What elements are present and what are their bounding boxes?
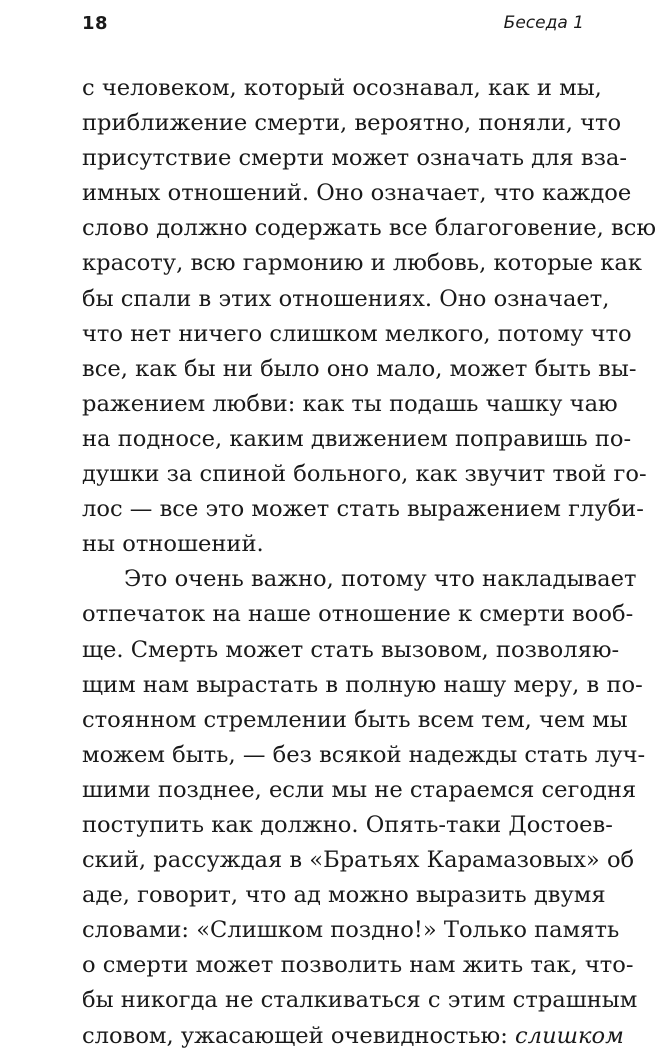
text-line: словом, ужасающей очевидностью: слишком bbox=[82, 1022, 624, 1049]
text-line: о смерти может позволить нам жить так, что- bbox=[82, 952, 634, 979]
text-line: бы никогда не сталкиваться с этим страшным bbox=[82, 987, 638, 1014]
text-line: на подносе, каким движением поправишь по- bbox=[82, 425, 632, 452]
paragraph bbox=[82, 71, 656, 562]
section-title: Беседа 1 bbox=[503, 13, 584, 33]
text-line: присутствие смерти может означать для вза- bbox=[82, 145, 628, 172]
text-line: ще. Смерть может стать вызовом, позволяю- bbox=[82, 636, 620, 663]
text-line: стоянном стремлении быть всем тем, чем мы bbox=[82, 706, 628, 733]
text-line: шими позднее, если мы не стараемся сегодня bbox=[82, 776, 637, 803]
text-line: ский, рассуждая в «Братьях Карамазовых» об bbox=[82, 847, 635, 874]
text-line: словами: «Слишком поздно!» Только память bbox=[82, 917, 620, 944]
text-line: что нет ничего слишком мелкого, потому что bbox=[82, 320, 632, 347]
text-line: красоту, всю гармонию и любовь, которые как bbox=[82, 250, 643, 277]
text-line: щим нам вырастать в полную нашу меру, в по- bbox=[82, 671, 643, 698]
page-number: 18 bbox=[82, 12, 109, 34]
text-line: приближение смерти, вероятно, поняли, что bbox=[82, 110, 622, 137]
text-line: поступить как должно. Опять-таки Достоев- bbox=[82, 811, 613, 838]
text-line: с человеком, который осознавал, как и мы, bbox=[82, 75, 602, 101]
text-line: душки за спиной больного, как звучит твой го- bbox=[82, 461, 647, 488]
text-line: бы спали в этих отношениях. Оно означает, bbox=[82, 285, 610, 312]
paragraph bbox=[82, 562, 646, 1053]
text-line: слово должно содержать все благоговение, всю bbox=[82, 215, 656, 242]
text-line: лос — все это может стать выражением глуби- bbox=[82, 496, 644, 523]
text-line: все, как бы ни было оно мало, может быть вы- bbox=[82, 355, 637, 382]
body-text bbox=[82, 71, 656, 1054]
emphasized-word: слишком bbox=[515, 1022, 624, 1049]
text-line: отпечаток на наше отношение к смерти вооб- bbox=[82, 601, 634, 628]
text-line: имных отношений. Оно означает, что каждое bbox=[82, 180, 632, 207]
running-head bbox=[82, 10, 584, 36]
text-line: аде, говорит, что ад можно выразить двумя bbox=[82, 882, 606, 909]
text-line: Это очень важно, потому что накладывает bbox=[124, 566, 637, 593]
text-line: можем быть, — без всякой надежды стать луч- bbox=[82, 741, 646, 768]
text-line: ражением любви: как ты подашь чашку чаю bbox=[82, 390, 618, 417]
text-line: ны отношений. bbox=[82, 531, 264, 558]
